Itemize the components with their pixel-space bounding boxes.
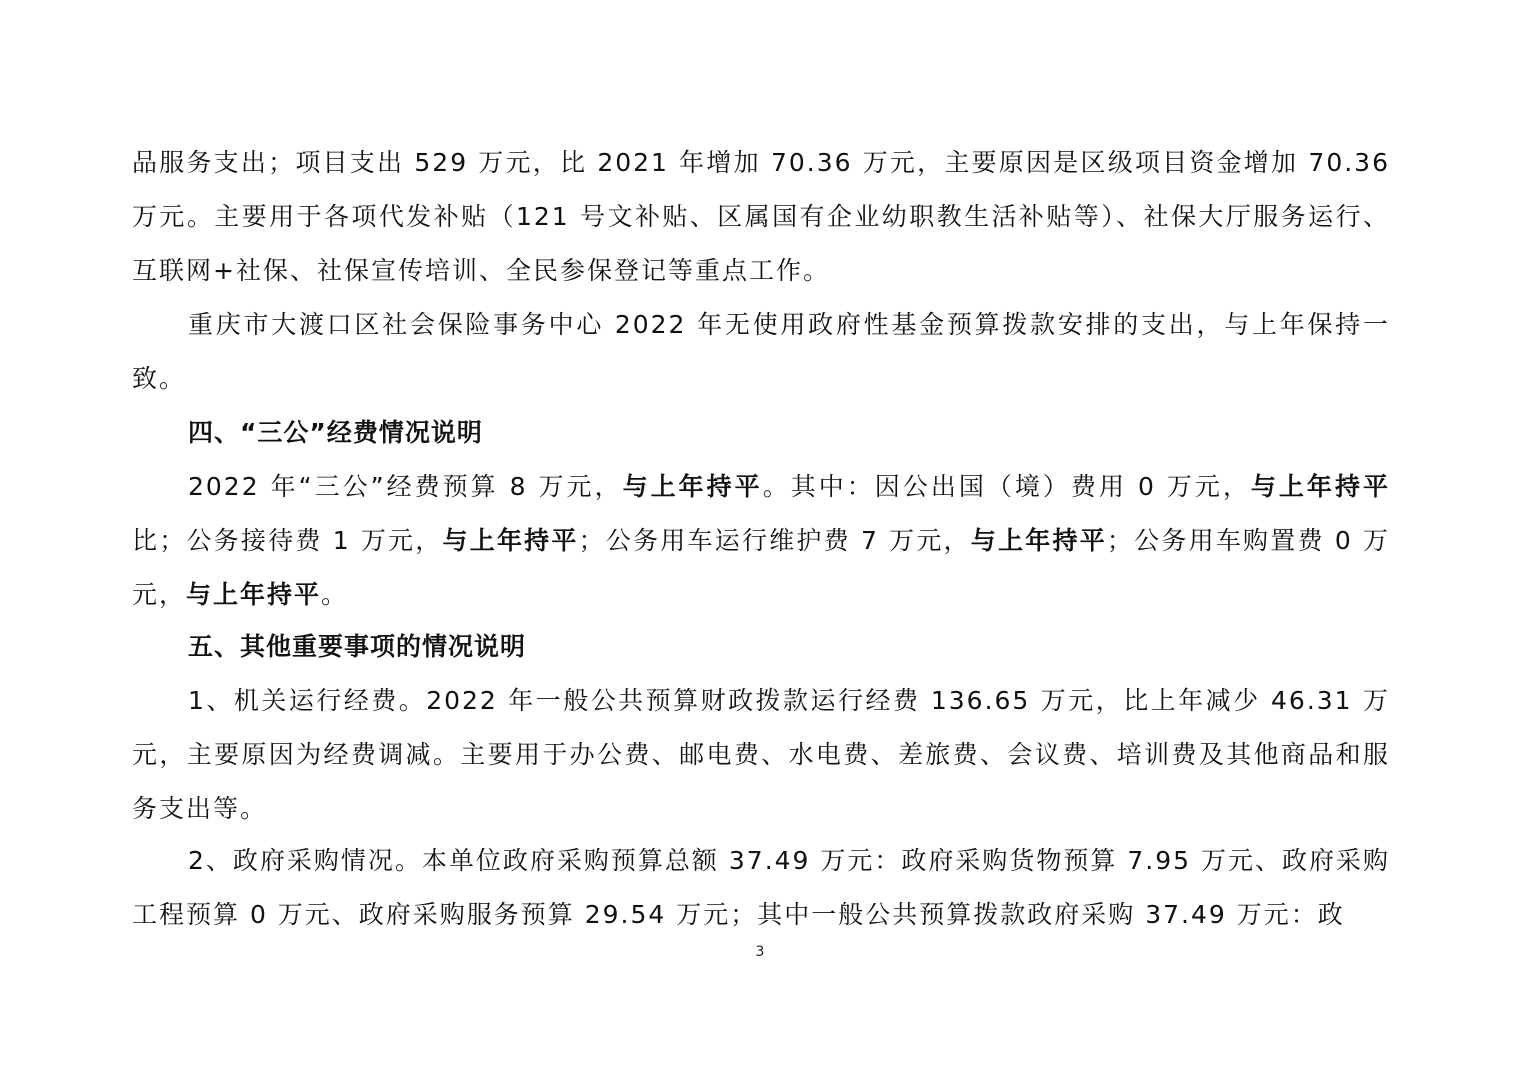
heading-other-matters: 五、其他重要事项的情况说明 <box>188 632 527 661</box>
bold-segment: 与上年持平 <box>622 472 763 501</box>
page-number: 3 <box>755 944 765 960</box>
bold-segment: 与上年持平 <box>442 526 579 555</box>
text-segment: ；公务用车运行维护费 7 万元， <box>578 526 971 555</box>
paragraph-three-public-expenses <box>132 460 1390 622</box>
paragraph-project-expenditure: 品服务支出；项目支出 529 万元，比 2021 年增加 70.36 万元，主要原因是区级项目资金增加 70.36 万元。主要用于各项代发补贴（121 号文补贴、区属国有企业幼职教生活补贴等）、社保大厅服务运行、互联网+社保、社保宣传培训、全民参保登记等重点工作。 <box>132 148 1390 285</box>
text-segment: 。其中：因公出国（境）费用 0 万元， <box>762 472 1251 501</box>
bold-segment: 与上年持平 <box>1250 472 1390 501</box>
text-segment: 比；公务接待费 1 万元， <box>132 526 443 555</box>
text-segment: ；公务用车购置费 0 万元， <box>132 526 1390 609</box>
text-segment: 。 <box>321 580 349 609</box>
paragraph-government-fund: 重庆市大渡口区社会保险事务中心 2022 年无使用政府性基金预算拨款安排的支出，与上年保持一致。 <box>132 310 1390 393</box>
paragraph-operating-expenses: 1、机关运行经费。2022 年一般公共预算财政拨款运行经费 136.65 万元，比上年减少 46.31 万元，主要原因为经费调减。主要用于办公费、邮电费、水电费、差旅费、会议费、培训费及其他商品和服务支出等。 <box>132 686 1390 823</box>
bold-segment: 与上年持平 <box>186 580 322 609</box>
bold-segment: 与上年持平 <box>970 526 1107 555</box>
text-segment: 2022 年“三公”经费预算 8 万元， <box>188 472 623 501</box>
paragraph-government-procurement: 2、政府采购情况。本单位政府采购预算总额 37.49 万元：政府采购货物预算 7.95 万元、政府采购工程预算 0 万元、政府采购服务预算 29.54 万元；其中一般公共预算拨款政府采购 37.49 万元：政 <box>132 846 1390 929</box>
heading-three-public-expenses: 四、“三公”经费情况说明 <box>188 418 483 447</box>
